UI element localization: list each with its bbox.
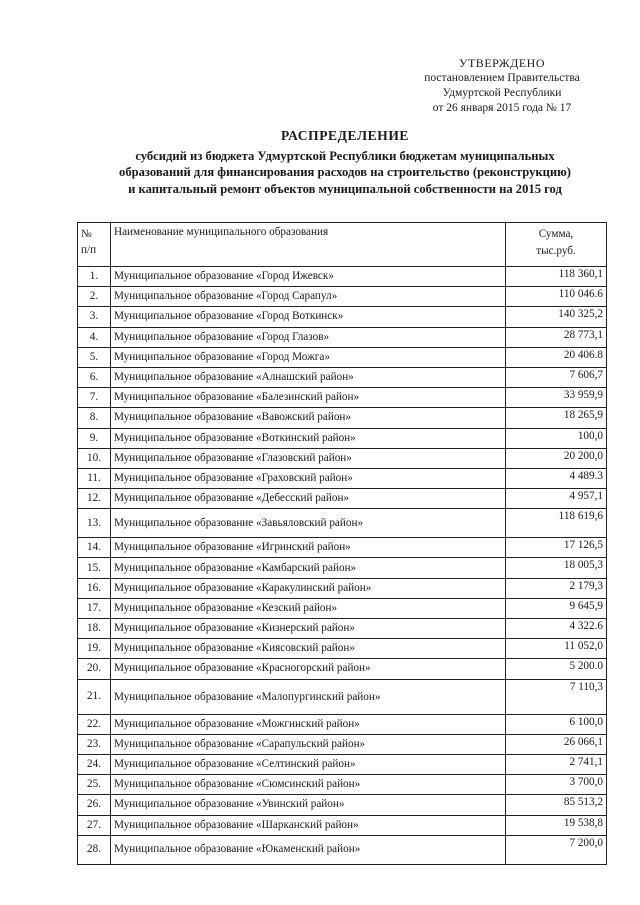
- header-name: Наименование муниципального образования: [111, 223, 506, 267]
- row-name: Муниципальное образование «Вавожский район»: [111, 408, 506, 428]
- table-row: [78, 679, 607, 714]
- row-number: 8.: [78, 408, 111, 428]
- row-name: Муниципальное образование «Балезинский район»: [111, 388, 506, 408]
- row-number: 12.: [78, 489, 111, 509]
- row-name: Муниципальное образование «Сюмсинский район»: [111, 775, 506, 795]
- table-row: [78, 558, 607, 578]
- approval-stamp: [402, 56, 602, 116]
- row-name: Муниципальное образование «Игринский район»: [111, 538, 506, 558]
- table-row: [78, 619, 607, 639]
- row-sum: 7 110,3: [506, 679, 607, 714]
- row-name: Муниципальное образование «Каракулинский район»: [111, 578, 506, 598]
- heading-line-1: субсидий из бюджета Удмуртской Республики бюджетам муниципальных: [135, 148, 555, 163]
- row-sum: 18 265,9: [506, 408, 607, 428]
- row-sum: 20 200,0: [506, 448, 607, 468]
- row-name: Муниципальное образование «Увинский район»: [111, 795, 506, 815]
- table-row: [78, 639, 607, 659]
- row-sum: 110 046.6: [506, 287, 607, 307]
- subsidy-table: [77, 222, 607, 865]
- row-number: 26.: [78, 795, 111, 815]
- document-heading: [80, 128, 610, 197]
- row-name: Муниципальное образование «Город Сарапул»: [111, 287, 506, 307]
- row-number: 20.: [78, 659, 111, 679]
- document-title: РАСПРЕДЕЛЕНИЕ: [280, 128, 410, 143]
- table-row: [78, 428, 607, 448]
- row-name: Муниципальное образование «Дебесский район»: [111, 489, 506, 509]
- row-name: Муниципальное образование «Кезский район»: [111, 598, 506, 618]
- row-name: Муниципальное образование «Город Ижевск»: [111, 267, 506, 287]
- row-sum: 5 200.0: [506, 659, 607, 679]
- table-row: [78, 327, 607, 347]
- row-number: 5.: [78, 347, 111, 367]
- row-name: Муниципальное образование «Воткинский район»: [111, 428, 506, 448]
- row-number: 23.: [78, 734, 111, 754]
- row-name: Муниципальное образование «Граховский район»: [111, 468, 506, 488]
- row-number: 13.: [78, 509, 111, 538]
- row-name: Муниципальное образование «Сарапульский район»: [111, 734, 506, 754]
- row-number: 25.: [78, 775, 111, 795]
- approval-line-2: Удмуртской Республики: [442, 87, 562, 99]
- approval-line-1: постановлением Правительства: [424, 72, 580, 84]
- header-sum: [506, 223, 607, 267]
- row-name: Муниципальное образование «Город Можга»: [111, 347, 506, 367]
- row-number: 27.: [78, 815, 111, 835]
- approval-title: УТВЕРЖДЕНО: [458, 56, 545, 70]
- row-sum: 18 005,3: [506, 558, 607, 578]
- row-number: 9.: [78, 428, 111, 448]
- table-row: [78, 754, 607, 774]
- row-name: Муниципальное образование «Завьяловский район»: [111, 509, 506, 538]
- row-number: 17.: [78, 598, 111, 618]
- row-name: Муниципальное образование «Можгинский район»: [111, 714, 506, 734]
- row-sum: 2 741,1: [506, 754, 607, 774]
- row-number: 4.: [78, 327, 111, 347]
- header-number-line-1: №: [81, 228, 92, 240]
- row-number: 6.: [78, 367, 111, 387]
- row-number: 18.: [78, 619, 111, 639]
- row-sum: 140 325,2: [506, 307, 607, 327]
- table-header-row: [78, 223, 607, 267]
- row-name: Муниципальное образование «Шарканский район»: [111, 815, 506, 835]
- table-row: [78, 598, 607, 618]
- table-row: [78, 367, 607, 387]
- table-row: [78, 795, 607, 815]
- header-number: [78, 223, 111, 267]
- table-row: [78, 578, 607, 598]
- row-sum: 3 700,0: [506, 775, 607, 795]
- table-row: [78, 347, 607, 367]
- row-name: Муниципальное образование «Селтинский район»: [111, 754, 506, 774]
- table-row: [78, 388, 607, 408]
- row-sum: 7 606,7: [506, 367, 607, 387]
- header-sum-line-1: Сумма,: [538, 228, 574, 240]
- row-number: 15.: [78, 558, 111, 578]
- row-name: Муниципальное образование «Кизнерский район»: [111, 619, 506, 639]
- row-sum: 118 619,6: [506, 509, 607, 538]
- row-sum: 9 645,9: [506, 598, 607, 618]
- table-row: [78, 835, 607, 864]
- table-row: [78, 448, 607, 468]
- row-number: 3.: [78, 307, 111, 327]
- row-number: 28.: [78, 835, 111, 864]
- heading-line-3: и капитальный ремонт объектов муниципальной собственности на 2015 год: [128, 181, 562, 196]
- row-sum: 19 538,8: [506, 815, 607, 835]
- row-sum: 17 126,5: [506, 538, 607, 558]
- row-number: 7.: [78, 388, 111, 408]
- row-name: Муниципальное образование «Киясовский район»: [111, 639, 506, 659]
- row-number: 1.: [78, 267, 111, 287]
- table-row: [78, 714, 607, 734]
- row-number: 10.: [78, 448, 111, 468]
- row-name: Муниципальное образование «Город Воткинск»: [111, 307, 506, 327]
- table-row: [78, 267, 607, 287]
- row-number: 21.: [78, 679, 111, 714]
- table-row: [78, 509, 607, 538]
- row-name: Муниципальное образование «Юкаменский район»: [111, 835, 506, 864]
- row-sum: 7 200,0: [506, 835, 607, 864]
- row-sum: 100,0: [506, 428, 607, 448]
- row-number: 11.: [78, 468, 111, 488]
- row-name: Муниципальное образование «Камбарский район»: [111, 558, 506, 578]
- row-number: 2.: [78, 287, 111, 307]
- row-sum: 4 489.3: [506, 468, 607, 488]
- header-number-line-2: п/п: [81, 244, 97, 256]
- table-row: [78, 307, 607, 327]
- table-row: [78, 468, 607, 488]
- table-row: [78, 408, 607, 428]
- row-name: Муниципальное образование «Город Глазов»: [111, 327, 506, 347]
- row-sum: 4 322.6: [506, 619, 607, 639]
- row-sum: 28 773,1: [506, 327, 607, 347]
- row-name: Муниципальное образование «Малопургинский район»: [111, 679, 506, 714]
- table-row: [78, 538, 607, 558]
- table-row: [78, 489, 607, 509]
- row-sum: 26 066,1: [506, 734, 607, 754]
- row-number: 14.: [78, 538, 111, 558]
- approval-line-3: от 26 января 2015 года № 17: [432, 102, 572, 114]
- row-sum: 85 513,2: [506, 795, 607, 815]
- row-sum: 2 179,3: [506, 578, 607, 598]
- table-row: [78, 287, 607, 307]
- heading-line-2: образований для финансирования расходов на строительство (реконструкцию): [119, 165, 571, 179]
- table-row: [78, 659, 607, 679]
- row-number: 19.: [78, 639, 111, 659]
- row-sum: 20 406.8: [506, 347, 607, 367]
- row-sum: 4 957,1: [506, 489, 607, 509]
- row-sum: 118 360,1: [506, 267, 607, 287]
- row-number: 24.: [78, 754, 111, 774]
- row-name: Муниципальное образование «Красногорский район»: [111, 659, 506, 679]
- table-row: [78, 775, 607, 795]
- row-name: Муниципальное образование «Алнашский район»: [111, 367, 506, 387]
- row-sum: 11 052,0: [506, 639, 607, 659]
- header-sum-line-2: тыс.руб.: [536, 245, 576, 257]
- row-number: 22.: [78, 714, 111, 734]
- table-row: [78, 815, 607, 835]
- row-number: 16.: [78, 578, 111, 598]
- row-sum: 6 100,0: [506, 714, 607, 734]
- row-sum: 33 959,9: [506, 388, 607, 408]
- table-row: [78, 734, 607, 754]
- row-name: Муниципальное образование «Глазовский район»: [111, 448, 506, 468]
